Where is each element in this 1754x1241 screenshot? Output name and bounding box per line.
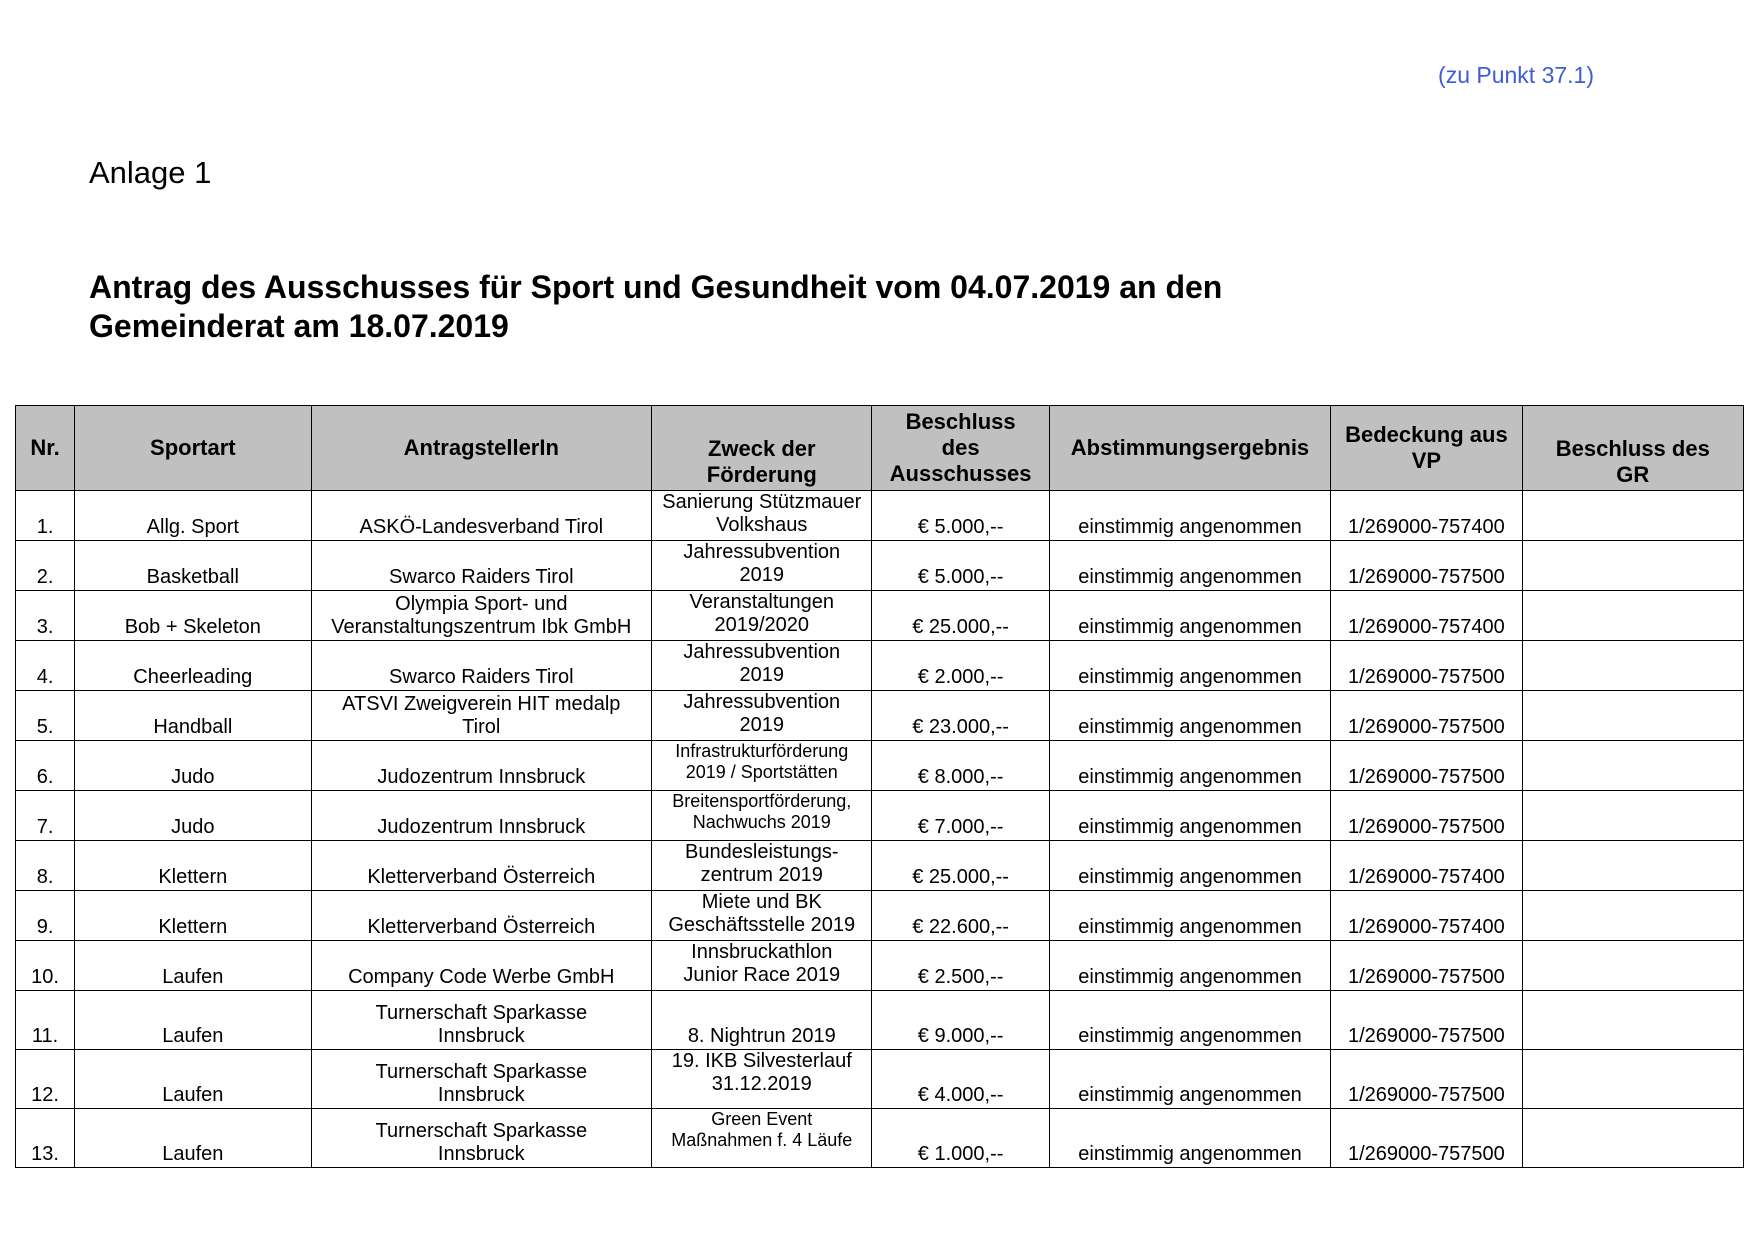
cell-zweck-line-1: Bundesleistungs-: [685, 841, 839, 863]
cell-sportart-line-1: Klettern: [158, 866, 228, 888]
cell-betrag-line-1: € 7.000,--: [917, 816, 1004, 838]
cell-ergebnis: [1049, 991, 1330, 1050]
header-abstimmung: Abstimmungsergebnis: [1049, 406, 1330, 491]
cell-betrag: [872, 1050, 1049, 1109]
cell-zweck-line-1: Breitensportförderung,: [672, 791, 852, 811]
cell-antragsteller-line-2: Innsbruck: [437, 1084, 525, 1106]
cell-ergebnis-line-1: einstimmig angenommen: [1078, 516, 1302, 538]
cell-sportart: [75, 541, 311, 591]
cell-zweck: [652, 1050, 872, 1109]
header-antragsteller: AntragstellerIn: [311, 406, 652, 491]
cell-zweck-line-1: Infrastrukturförderung: [675, 741, 849, 761]
subsidy-table: [15, 405, 1744, 1168]
cell-betrag-line-1: € 22.600,--: [912, 916, 1009, 938]
cell-nr-line-1: 4.: [36, 666, 54, 688]
cell-bedeckung: [1331, 541, 1522, 591]
header-zweck-line-1: Zweck der: [707, 436, 816, 461]
table-row: [16, 941, 1744, 991]
cell-bedeckung: [1331, 791, 1522, 841]
cell-beschluss-gr: [1522, 691, 1743, 741]
cell-zweck: [652, 691, 872, 741]
cell-nr-line-1: 6.: [36, 766, 54, 788]
cell-antragsteller-line-1: ASKÖ-Landesverband Tirol: [359, 516, 604, 538]
cell-antragsteller-line-1: Turnerschaft Sparkasse: [375, 1061, 588, 1083]
cell-bedeckung-line-1: 1/269000-757500: [1347, 1025, 1505, 1047]
cell-nr: [16, 891, 75, 941]
cell-zweck: [652, 591, 872, 641]
cell-antragsteller-line-1: Company Code Werbe GmbH: [348, 966, 615, 988]
cell-antragsteller-line-1: Kletterverband Österreich: [367, 916, 596, 938]
cell-zweck: [652, 1109, 872, 1168]
cell-ergebnis: [1049, 641, 1330, 691]
cell-sportart-line-1: Laufen: [162, 1025, 224, 1047]
header-bedeckung: [1331, 406, 1522, 491]
cell-bedeckung-line-1: 1/269000-757500: [1347, 566, 1505, 588]
cell-betrag: [872, 541, 1049, 591]
cell-sportart: [75, 491, 311, 541]
cell-ergebnis: [1049, 841, 1330, 891]
header-zweck-line-2: Förderung: [706, 462, 817, 487]
cell-zweck-line-2: 2019: [739, 564, 785, 586]
title-line-1: Antrag des Ausschusses für Sport und Gesundheit vom 04.07.2019 an den: [89, 269, 1223, 305]
cell-nr-line-1: 12.: [31, 1084, 59, 1106]
cell-ergebnis: [1049, 1050, 1330, 1109]
cell-betrag-line-1: € 5.000,--: [917, 516, 1004, 538]
cell-bedeckung: [1331, 941, 1522, 991]
agenda-reference: (zu Punkt 37.1): [1438, 62, 1594, 88]
cell-betrag-line-1: € 2.500,--: [917, 966, 1004, 988]
cell-ergebnis-line-1: einstimmig angenommen: [1078, 566, 1302, 588]
cell-ergebnis: [1049, 591, 1330, 641]
header-bedeckung-line-1: Bedeckung aus: [1345, 422, 1508, 447]
cell-sportart: [75, 1050, 311, 1109]
cell-ergebnis-line-1: einstimmig angenommen: [1078, 1143, 1302, 1165]
cell-antragsteller-line-1: Kletterverband Österreich: [367, 866, 596, 888]
header-gr-line-2: GR: [1616, 462, 1650, 487]
cell-ergebnis-line-1: einstimmig angenommen: [1078, 916, 1302, 938]
table-body: [16, 491, 1744, 1168]
cell-betrag-line-1: € 8.000,--: [917, 766, 1004, 788]
cell-zweck-line-2: Volkshaus: [716, 514, 808, 536]
cell-sportart: [75, 741, 311, 791]
cell-bedeckung: [1331, 1109, 1522, 1168]
cell-zweck-line-2: Maßnahmen f. 4 Läufe: [671, 1130, 853, 1150]
cell-beschluss-gr: [1522, 741, 1743, 791]
cell-zweck-line-1: Innsbruckathlon: [691, 941, 833, 963]
cell-ergebnis-line-1: einstimmig angenommen: [1078, 766, 1302, 788]
cell-bedeckung-line-1: 1/269000-757500: [1347, 666, 1505, 688]
cell-betrag: [872, 1109, 1049, 1168]
table-row: [16, 641, 1744, 691]
cell-betrag: [872, 491, 1049, 541]
table-row: [16, 541, 1744, 591]
header-beschluss-ausschuss: [872, 406, 1049, 491]
cell-sportart-line-1: Klettern: [158, 916, 228, 938]
cell-nr: [16, 641, 75, 691]
cell-antragsteller: [311, 541, 652, 591]
header-sportart: Sportart: [75, 406, 311, 491]
header-beschluss-line-2: des: [941, 435, 980, 460]
table-row: [16, 691, 1744, 741]
cell-betrag-line-1: € 9.000,--: [917, 1025, 1004, 1047]
cell-bedeckung: [1331, 841, 1522, 891]
cell-beschluss-gr: [1522, 591, 1743, 641]
cell-antragsteller: [311, 491, 652, 541]
cell-antragsteller-line-1: Turnerschaft Sparkasse: [375, 1120, 588, 1142]
cell-antragsteller: [311, 591, 652, 641]
cell-sportart-line-1: Allg. Sport: [146, 516, 239, 538]
cell-sportart: [75, 691, 311, 741]
cell-sportart-line-1: Laufen: [162, 1143, 224, 1165]
cell-zweck: [652, 491, 872, 541]
cell-ergebnis: [1049, 891, 1330, 941]
cell-zweck: [652, 641, 872, 691]
table-row: [16, 741, 1744, 791]
cell-beschluss-gr: [1522, 491, 1743, 541]
cell-antragsteller-line-2: Veranstaltungszentrum Ibk GmbH: [331, 616, 632, 638]
cell-betrag-line-1: € 23.000,--: [912, 716, 1009, 738]
cell-zweck-line-1: Green Event: [711, 1109, 813, 1129]
cell-zweck: [652, 941, 872, 991]
cell-betrag: [872, 791, 1049, 841]
cell-antragsteller-line-1: ATSVI Zweigverein HIT medalp: [342, 693, 621, 715]
cell-ergebnis: [1049, 741, 1330, 791]
cell-sportart: [75, 1109, 311, 1168]
cell-antragsteller: [311, 941, 652, 991]
header-nr: Nr.: [16, 406, 75, 491]
table-row: [16, 1109, 1744, 1168]
header-beschluss-line-1: Beschluss: [905, 409, 1016, 434]
cell-zweck-line-2: 2019 / Sportstätten: [685, 762, 838, 782]
cell-bedeckung: [1331, 691, 1522, 741]
cell-betrag: [872, 691, 1049, 741]
cell-nr-line-1: 13.: [31, 1143, 59, 1165]
cell-sportart: [75, 941, 311, 991]
cell-ergebnis: [1049, 541, 1330, 591]
cell-zweck: [652, 791, 872, 841]
cell-beschluss-gr: [1522, 641, 1743, 691]
table-row: [16, 991, 1744, 1050]
cell-zweck: [652, 541, 872, 591]
cell-ergebnis-line-1: einstimmig angenommen: [1078, 816, 1302, 838]
cell-bedeckung: [1331, 891, 1522, 941]
cell-nr: [16, 541, 75, 591]
cell-antragsteller-line-2: Innsbruck: [437, 1143, 525, 1165]
cell-betrag-line-1: € 25.000,--: [912, 616, 1009, 638]
cell-nr: [16, 591, 75, 641]
cell-sportart-line-1: Basketball: [146, 566, 239, 588]
cell-sportart: [75, 841, 311, 891]
cell-zweck-line-2: Geschäftsstelle 2019: [668, 914, 856, 936]
cell-zweck: [652, 841, 872, 891]
cell-antragsteller: [311, 641, 652, 691]
cell-sportart-line-1: Laufen: [162, 966, 224, 988]
cell-antragsteller-line-1: Judozentrum Innsbruck: [377, 816, 586, 838]
header-beschluss-line-3: Ausschusses: [889, 461, 1032, 486]
header-zweck: [652, 406, 872, 491]
cell-nr-line-1: 3.: [36, 616, 54, 638]
cell-zweck-line-2: Nachwuchs 2019: [692, 812, 831, 832]
cell-antragsteller: [311, 841, 652, 891]
cell-ergebnis: [1049, 791, 1330, 841]
cell-bedeckung: [1331, 641, 1522, 691]
cell-zweck-line-1: Jahressubvention: [683, 691, 841, 713]
cell-zweck: [652, 891, 872, 941]
cell-betrag: [872, 891, 1049, 941]
cell-ergebnis-line-1: einstimmig angenommen: [1078, 1084, 1302, 1106]
header-gr-line-1: Beschluss des: [1555, 436, 1710, 461]
cell-antragsteller-line-1: Turnerschaft Sparkasse: [375, 1002, 588, 1024]
cell-bedeckung: [1331, 591, 1522, 641]
cell-sportart-line-1: Judo: [171, 816, 215, 838]
cell-zweck-line-1: Veranstaltungen: [689, 591, 835, 613]
cell-zweck-line-2: 31.12.2019: [711, 1073, 812, 1095]
cell-ergebnis-line-1: einstimmig angenommen: [1078, 866, 1302, 888]
cell-betrag: [872, 741, 1049, 791]
cell-sportart-line-1: Judo: [171, 766, 215, 788]
cell-ergebnis-line-1: einstimmig angenommen: [1078, 966, 1302, 988]
cell-zweck-line-2: 2019: [739, 714, 785, 736]
cell-bedeckung-line-1: 1/269000-757500: [1347, 1143, 1505, 1165]
cell-beschluss-gr: [1522, 941, 1743, 991]
cell-beschluss-gr: [1522, 1109, 1743, 1168]
cell-ergebnis: [1049, 491, 1330, 541]
cell-antragsteller: [311, 891, 652, 941]
cell-ergebnis-line-1: einstimmig angenommen: [1078, 666, 1302, 688]
cell-betrag-line-1: € 2.000,--: [917, 666, 1004, 688]
cell-zweck: [652, 991, 872, 1050]
cell-antragsteller-line-2: Innsbruck: [437, 1025, 525, 1047]
cell-betrag: [872, 991, 1049, 1050]
cell-bedeckung: [1331, 741, 1522, 791]
cell-bedeckung-line-1: 1/269000-757500: [1347, 816, 1505, 838]
cell-bedeckung: [1331, 491, 1522, 541]
table-row: [16, 841, 1744, 891]
cell-zweck-line-1: Jahressubvention: [683, 541, 841, 563]
cell-zweck-line-1: 19. IKB Silvesterlauf: [671, 1050, 852, 1072]
cell-beschluss-gr: [1522, 991, 1743, 1050]
cell-sportart-line-1: Handball: [153, 716, 233, 738]
cell-sportart: [75, 891, 311, 941]
cell-bedeckung-line-1: 1/269000-757500: [1347, 716, 1505, 738]
table-row: [16, 1050, 1744, 1109]
cell-antragsteller-line-1: Swarco Raiders Tirol: [389, 566, 574, 588]
cell-nr-line-1: 1.: [36, 516, 54, 538]
cell-sportart: [75, 591, 311, 641]
cell-bedeckung-line-1: 1/269000-757500: [1347, 766, 1505, 788]
cell-beschluss-gr: [1522, 1050, 1743, 1109]
cell-nr-line-1: 2.: [36, 566, 54, 588]
cell-antragsteller: [311, 791, 652, 841]
cell-nr: [16, 941, 75, 991]
cell-nr-line-1: 5.: [36, 716, 54, 738]
cell-beschluss-gr: [1522, 891, 1743, 941]
cell-bedeckung-line-1: 1/269000-757400: [1347, 916, 1505, 938]
cell-ergebnis: [1049, 941, 1330, 991]
cell-zweck-line-2: zentrum 2019: [700, 864, 823, 886]
cell-betrag: [872, 841, 1049, 891]
cell-betrag: [872, 941, 1049, 991]
cell-beschluss-gr: [1522, 841, 1743, 891]
cell-bedeckung-line-1: 1/269000-757400: [1347, 616, 1505, 638]
cell-antragsteller: [311, 691, 652, 741]
cell-antragsteller: [311, 1109, 652, 1168]
table-row: [16, 891, 1744, 941]
cell-nr-line-1: 10.: [31, 966, 59, 988]
cell-nr: [16, 691, 75, 741]
cell-zweck-line-2: 2019: [739, 664, 785, 686]
cell-antragsteller: [311, 991, 652, 1050]
cell-antragsteller-line-2: Tirol: [462, 716, 501, 738]
header-beschluss-gr: [1522, 406, 1743, 491]
cell-zweck-line-1: Sanierung Stützmauer: [662, 491, 862, 513]
cell-beschluss-gr: [1522, 541, 1743, 591]
cell-ergebnis-line-1: einstimmig angenommen: [1078, 1025, 1302, 1047]
cell-betrag: [872, 641, 1049, 691]
cell-betrag-line-1: € 25.000,--: [912, 866, 1009, 888]
cell-betrag-line-1: € 4.000,--: [917, 1084, 1004, 1106]
cell-betrag-line-1: € 1.000,--: [917, 1143, 1004, 1165]
cell-zweck-line-1: Miete und BK: [701, 891, 822, 913]
cell-nr: [16, 791, 75, 841]
cell-nr: [16, 1050, 75, 1109]
title-line-2: Gemeinderat am 18.07.2019: [89, 308, 509, 344]
table-row: [16, 491, 1744, 541]
cell-sportart: [75, 641, 311, 691]
cell-antragsteller-line-1: Judozentrum Innsbruck: [377, 766, 586, 788]
cell-betrag: [872, 591, 1049, 641]
cell-sportart: [75, 791, 311, 841]
cell-bedeckung-line-1: 1/269000-757400: [1347, 866, 1505, 888]
cell-bedeckung-line-1: 1/269000-757400: [1347, 516, 1505, 538]
cell-betrag-line-1: € 5.000,--: [917, 566, 1004, 588]
cell-nr-line-1: 8.: [36, 866, 54, 888]
cell-sportart-line-1: Cheerleading: [133, 666, 253, 688]
cell-zweck-line-1: 8. Nightrun 2019: [687, 1025, 836, 1047]
cell-nr: [16, 491, 75, 541]
attachment-label: Anlage 1: [89, 155, 212, 190]
cell-nr: [16, 841, 75, 891]
header-bedeckung-line-2: VP: [1411, 448, 1442, 473]
cell-ergebnis-line-1: einstimmig angenommen: [1078, 716, 1302, 738]
cell-antragsteller-line-1: Swarco Raiders Tirol: [389, 666, 574, 688]
cell-bedeckung-line-1: 1/269000-757500: [1347, 966, 1505, 988]
cell-bedeckung: [1331, 1050, 1522, 1109]
table-header-row: [16, 406, 1744, 491]
cell-nr: [16, 741, 75, 791]
cell-bedeckung-line-1: 1/269000-757500: [1347, 1084, 1505, 1106]
cell-nr-line-1: 9.: [36, 916, 54, 938]
cell-nr: [16, 1109, 75, 1168]
cell-sportart-line-1: Laufen: [162, 1084, 224, 1106]
cell-ergebnis: [1049, 691, 1330, 741]
cell-beschluss-gr: [1522, 791, 1743, 841]
cell-antragsteller-line-1: Olympia Sport- und: [395, 593, 568, 615]
document-title: [89, 268, 1539, 346]
cell-antragsteller: [311, 741, 652, 791]
cell-ergebnis: [1049, 1109, 1330, 1168]
cell-antragsteller: [311, 1050, 652, 1109]
cell-sportart: [75, 991, 311, 1050]
cell-sportart-line-1: Bob + Skeleton: [124, 616, 261, 638]
table-row: [16, 591, 1744, 641]
cell-zweck-line-2: Junior Race 2019: [683, 964, 841, 986]
cell-zweck-line-2: 2019/2020: [714, 614, 810, 636]
cell-nr-line-1: 7.: [36, 816, 54, 838]
cell-ergebnis-line-1: einstimmig angenommen: [1078, 616, 1302, 638]
cell-nr-line-1: 11.: [31, 1025, 59, 1047]
cell-zweck: [652, 741, 872, 791]
cell-nr: [16, 991, 75, 1050]
cell-zweck-line-1: Jahressubvention: [683, 641, 841, 663]
table-row: [16, 791, 1744, 841]
cell-bedeckung: [1331, 991, 1522, 1050]
